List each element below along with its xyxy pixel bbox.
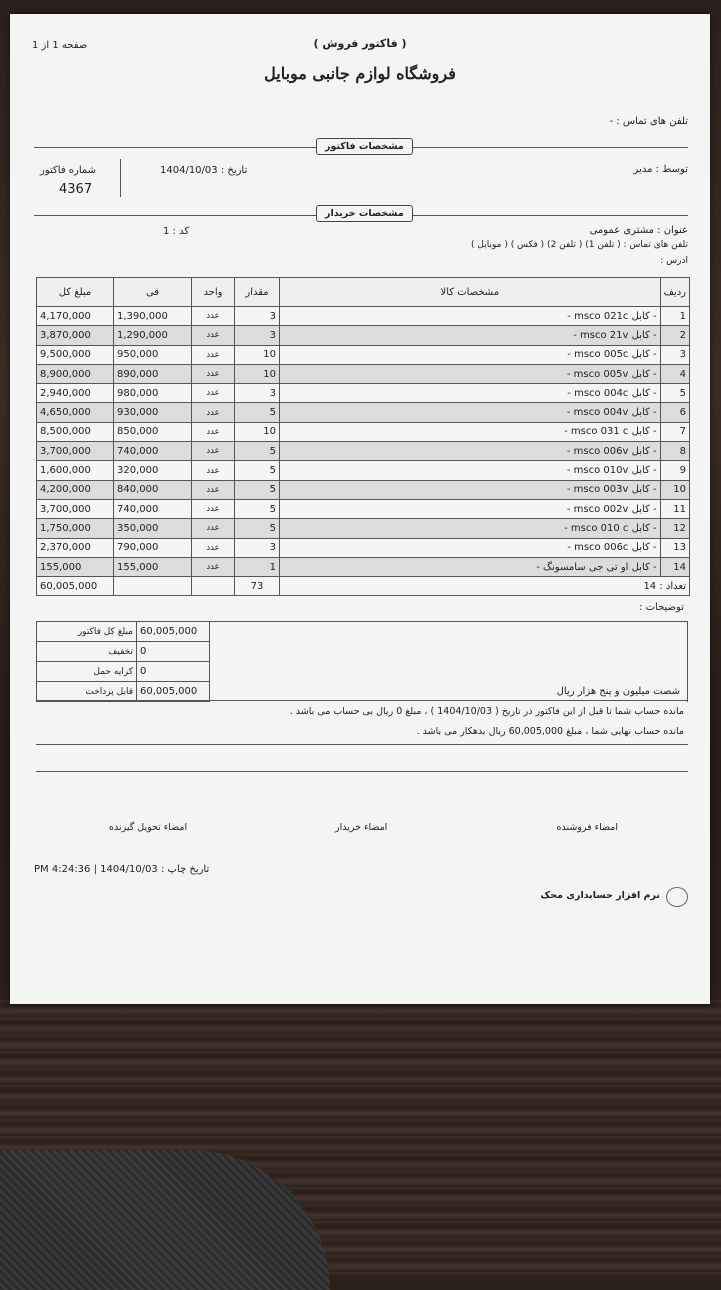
row-description: - کابل msco 005c - bbox=[280, 345, 661, 364]
row-quantity: 5 bbox=[235, 480, 280, 499]
divider bbox=[36, 744, 688, 745]
summary-value: 60,005,000 bbox=[137, 682, 210, 702]
page-indicator: صفحه 1 از 1 bbox=[32, 40, 88, 51]
row-quantity: 5 bbox=[235, 519, 280, 538]
row-total: 9,500,000 bbox=[37, 345, 114, 364]
table-row bbox=[37, 557, 690, 576]
summary-row bbox=[37, 682, 210, 702]
col-header-qty: مقدار bbox=[235, 278, 280, 307]
qty-total: 73 bbox=[235, 577, 280, 596]
row-unit: عدد bbox=[192, 364, 235, 383]
notes-label: توضیحات : bbox=[639, 602, 684, 613]
buyer-address: ادرس : bbox=[660, 256, 688, 266]
row-description: - کابل msco 005v - bbox=[280, 364, 661, 383]
row-description: - کابل msco 021c - bbox=[280, 307, 661, 326]
row-description: - کابل msco 004v - bbox=[280, 403, 661, 422]
col-header-desc: مشخصات کالا bbox=[280, 278, 661, 307]
table-footer-row bbox=[37, 577, 690, 596]
table-row bbox=[37, 519, 690, 538]
table-row bbox=[37, 538, 690, 557]
row-total: 4,170,000 bbox=[37, 307, 114, 326]
buyer-signature: امضاء خریدار bbox=[335, 822, 388, 833]
empty-cell bbox=[114, 577, 192, 596]
buyer-name: عنوان : مشتری عمومی bbox=[589, 225, 688, 236]
row-unit: عدد bbox=[192, 538, 235, 557]
row-index: 3 bbox=[660, 345, 689, 364]
row-unit: عدد bbox=[192, 519, 235, 538]
row-unit: عدد bbox=[192, 384, 235, 403]
buyer-section-title: مشخصات خریدار bbox=[316, 205, 413, 222]
print-date: تاریخ چاپ : 1404/10/03 | 4:24:36 PM bbox=[34, 864, 210, 875]
invoice-number-label: شماره فاکتور bbox=[40, 165, 97, 176]
row-quantity: 3 bbox=[235, 307, 280, 326]
row-unit-price: 930,000 bbox=[114, 403, 192, 422]
row-quantity: 5 bbox=[235, 499, 280, 518]
summary-row bbox=[37, 642, 210, 662]
amount-in-words: شصت میلیون و پنج هزار ریال bbox=[556, 686, 680, 697]
final-balance: مانده حساب نهایی شما ، مبلغ 60,005,000 ریال بدهکار می باشد . bbox=[416, 726, 684, 737]
row-total: 8,500,000 bbox=[37, 422, 114, 441]
row-description: - کابل msco 010v - bbox=[280, 461, 661, 480]
row-unit: عدد bbox=[192, 422, 235, 441]
row-total: 4,200,000 bbox=[37, 480, 114, 499]
summary-label: قابل پرداخت bbox=[37, 682, 137, 702]
row-unit-price: 320,000 bbox=[114, 461, 192, 480]
row-unit: عدد bbox=[192, 557, 235, 576]
invoice-date: تاریخ : 1404/10/03 bbox=[160, 165, 248, 176]
invoice-paper bbox=[10, 14, 710, 1004]
store-name: فروشگاه لوازم جانبی موبایل bbox=[264, 64, 456, 83]
row-quantity: 10 bbox=[235, 422, 280, 441]
document-type: ( فاکتور فروش ) bbox=[313, 37, 407, 50]
summary-value: 0 bbox=[137, 642, 210, 662]
items-table bbox=[36, 277, 690, 596]
row-unit: عدد bbox=[192, 461, 235, 480]
table-row bbox=[37, 403, 690, 422]
row-index: 11 bbox=[660, 499, 689, 518]
row-unit: عدد bbox=[192, 403, 235, 422]
row-quantity: 10 bbox=[235, 364, 280, 383]
table-row bbox=[37, 364, 690, 383]
empty-cell bbox=[192, 577, 235, 596]
summary-label: تخفیف bbox=[37, 642, 137, 662]
row-index: 5 bbox=[660, 384, 689, 403]
col-header-price: فی bbox=[114, 278, 192, 307]
grand-total: 60,005,000 bbox=[37, 577, 114, 596]
row-index: 13 bbox=[660, 538, 689, 557]
row-total: 2,370,000 bbox=[37, 538, 114, 557]
row-unit-price: 155,000 bbox=[114, 557, 192, 576]
table-row bbox=[37, 307, 690, 326]
software-logo-icon bbox=[666, 887, 688, 907]
row-total: 2,940,000 bbox=[37, 384, 114, 403]
row-unit-price: 850,000 bbox=[114, 422, 192, 441]
row-quantity: 1 bbox=[235, 557, 280, 576]
divider bbox=[36, 771, 688, 772]
row-index: 2 bbox=[660, 326, 689, 345]
table-row bbox=[37, 480, 690, 499]
row-unit-price: 890,000 bbox=[114, 364, 192, 383]
issued-by: توسط : مدیر bbox=[633, 164, 688, 175]
row-total: 3,870,000 bbox=[37, 326, 114, 345]
row-unit: عدد bbox=[192, 480, 235, 499]
table-row bbox=[37, 345, 690, 364]
summary-row bbox=[37, 622, 210, 642]
summary-value: 60,005,000 bbox=[137, 622, 210, 642]
invoice-number: 4367 bbox=[59, 182, 93, 197]
table-row bbox=[37, 326, 690, 345]
row-total: 1,600,000 bbox=[37, 461, 114, 480]
row-unit-price: 1,290,000 bbox=[114, 326, 192, 345]
summary-label: مبلغ کل فاکتور bbox=[37, 622, 137, 642]
row-quantity: 3 bbox=[235, 326, 280, 345]
row-index: 4 bbox=[660, 364, 689, 383]
row-total: 3,700,000 bbox=[37, 499, 114, 518]
row-description: - کابل msco 003v - bbox=[280, 480, 661, 499]
row-unit-price: 950,000 bbox=[114, 345, 192, 364]
row-description: - کابل msco 004c - bbox=[280, 384, 661, 403]
table-row bbox=[37, 422, 690, 441]
contact-phones: تلفن های تماس : - bbox=[609, 116, 688, 127]
row-unit-price: 980,000 bbox=[114, 384, 192, 403]
row-unit-price: 790,000 bbox=[114, 538, 192, 557]
row-description: - کابل msco 21v - bbox=[280, 326, 661, 345]
row-unit: عدد bbox=[192, 345, 235, 364]
row-unit: عدد bbox=[192, 326, 235, 345]
row-quantity: 5 bbox=[235, 403, 280, 422]
table-row bbox=[37, 499, 690, 518]
row-index: 6 bbox=[660, 403, 689, 422]
invoice-section-title: مشخصات فاکتور bbox=[316, 138, 413, 155]
row-unit-price: 350,000 bbox=[114, 519, 192, 538]
row-description: - کابل msco 006v - bbox=[280, 442, 661, 461]
row-total: 3,700,000 bbox=[37, 442, 114, 461]
buyer-code: کد : 1 bbox=[163, 226, 190, 237]
divider bbox=[120, 159, 121, 197]
table-header-row bbox=[37, 278, 690, 307]
summary-value: 0 bbox=[137, 662, 210, 682]
row-quantity: 5 bbox=[235, 442, 280, 461]
table-row bbox=[37, 384, 690, 403]
row-total: 1,750,000 bbox=[37, 519, 114, 538]
row-unit: عدد bbox=[192, 499, 235, 518]
row-total: 8,900,000 bbox=[37, 364, 114, 383]
col-header-idx: ردیف bbox=[660, 278, 689, 307]
row-unit-price: 1,390,000 bbox=[114, 307, 192, 326]
buyer-phones: تلفن های تماس : ( تلفن 1) ( تلفن 2) ( فکس ) ( موبایل ) bbox=[471, 240, 688, 250]
row-quantity: 3 bbox=[235, 384, 280, 403]
row-index: 7 bbox=[660, 422, 689, 441]
table-row bbox=[37, 442, 690, 461]
summary-table bbox=[36, 621, 210, 702]
divider bbox=[36, 700, 688, 701]
row-unit-price: 740,000 bbox=[114, 442, 192, 461]
row-description: - کابل msco 006c - bbox=[280, 538, 661, 557]
row-unit: عدد bbox=[192, 442, 235, 461]
item-count: تعداد : 14 bbox=[280, 577, 690, 596]
row-index: 8 bbox=[660, 442, 689, 461]
row-quantity: 5 bbox=[235, 461, 280, 480]
row-description: - کابل msco 010 c - bbox=[280, 519, 661, 538]
summary-label: کرایه حمل bbox=[37, 662, 137, 682]
row-quantity: 10 bbox=[235, 345, 280, 364]
summary-row bbox=[37, 662, 210, 682]
seller-signature: امضاء فروشنده bbox=[556, 822, 618, 833]
row-quantity: 3 bbox=[235, 538, 280, 557]
row-index: 9 bbox=[660, 461, 689, 480]
row-index: 14 bbox=[660, 557, 689, 576]
table-row bbox=[37, 461, 690, 480]
row-description: - کابل او تی جی سامسونگ - bbox=[280, 557, 661, 576]
row-unit: عدد bbox=[192, 307, 235, 326]
row-description: - کابل msco 031 c - bbox=[280, 422, 661, 441]
previous-balance: مانده حساب شما تا قبل از این فاکتور در تاریخ ( 1404/10/03 ) ، مبلغ 0 ریال بی حساب می باشد . bbox=[289, 706, 684, 717]
col-header-total: مبلغ کل bbox=[37, 278, 114, 307]
row-unit-price: 840,000 bbox=[114, 480, 192, 499]
row-total: 4,650,000 bbox=[37, 403, 114, 422]
software-name: نرم افزار حسابداری محک bbox=[540, 890, 660, 901]
row-index: 10 bbox=[660, 480, 689, 499]
receiver-signature: امضاء تحویل گیرنده bbox=[109, 822, 188, 833]
row-index: 1 bbox=[660, 307, 689, 326]
row-unit-price: 740,000 bbox=[114, 499, 192, 518]
col-header-unit: واحد bbox=[192, 278, 235, 307]
row-description: - کابل msco 002v - bbox=[280, 499, 661, 518]
row-total: 155,000 bbox=[37, 557, 114, 576]
row-index: 12 bbox=[660, 519, 689, 538]
